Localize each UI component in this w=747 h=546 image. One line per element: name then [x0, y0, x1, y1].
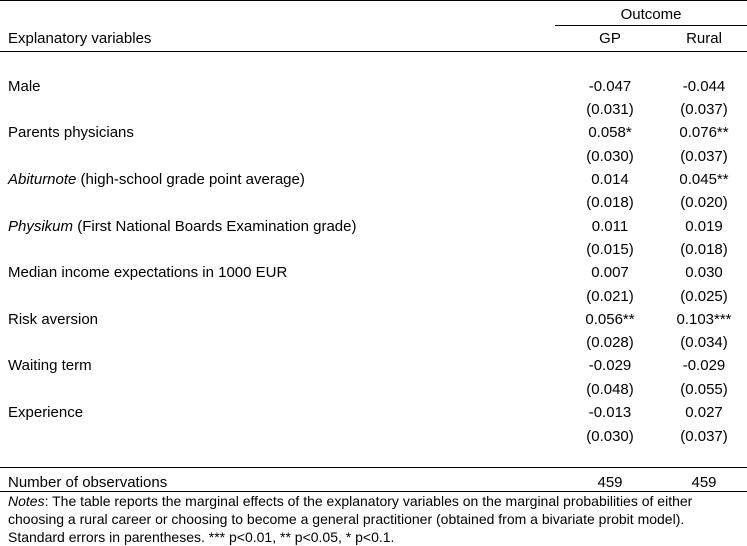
table-notes [8, 492, 743, 546]
se-gp: (0.030) [586, 428, 634, 445]
coef-gp: 0.014 [591, 171, 629, 188]
se-rural: (0.020) [680, 194, 728, 211]
se-gp: (0.030) [586, 148, 634, 165]
se-gp: (0.021) [586, 288, 634, 305]
row-label-parents-physicians: Parents physicians [8, 124, 134, 141]
row-label-male: Male [8, 78, 41, 95]
row-label-median-income: Median income expectations in 1000 EUR [8, 264, 288, 281]
row-label-rest: (First National Boards Examination grade) [73, 218, 357, 235]
se-rural: (0.055) [680, 381, 728, 398]
row-label-risk-aversion: Risk aversion [8, 311, 99, 328]
outcome-rule [555, 25, 747, 26]
observations-gp: 459 [597, 474, 623, 491]
header-rule [0, 51, 747, 52]
coef-rural: 0.045** [679, 171, 729, 188]
coef-rural: 0.103*** [676, 311, 732, 328]
coef-rural: 0.030 [685, 264, 723, 281]
row-label-physikum [8, 218, 357, 236]
coef-gp: 0.056** [585, 311, 635, 328]
se-gp: (0.031) [586, 101, 634, 118]
coef-gp: 0.058* [588, 124, 632, 141]
coef-rural: -0.029 [682, 357, 726, 374]
row-label-waiting-term: Waiting term [8, 357, 92, 374]
top-rule [0, 0, 747, 1]
se-gp: (0.018) [586, 194, 634, 211]
row-label-rest: (high-school grade point average) [76, 171, 305, 188]
coef-gp: -0.013 [588, 404, 632, 421]
row-label-experience: Experience [8, 404, 84, 421]
notes-text: : The table reports the marginal effects of the explanatory variables on the marginal probabilities of either choosing a rural career or choosing to become a general practitioner (obtained from a bivariate probit model). Standard errors in parentheses. *** p<0.01, ** p<0.05, * p<0.1. [8, 493, 693, 545]
outcome-header: Outcome [620, 6, 682, 23]
notes-label: Notes [8, 493, 45, 509]
se-rural: (0.018) [680, 241, 728, 258]
se-gp: (0.015) [586, 241, 634, 258]
coef-gp: 0.011 [591, 218, 629, 235]
observations-label: Number of observations [8, 474, 168, 491]
se-rural: (0.025) [680, 288, 728, 305]
row-label-abiturnote [8, 171, 305, 189]
coef-gp: 0.007 [591, 264, 629, 281]
coef-gp: -0.029 [588, 357, 632, 374]
coef-rural: 0.027 [685, 404, 723, 421]
coef-gp: -0.047 [588, 78, 632, 95]
se-gp: (0.028) [586, 334, 634, 351]
column-header-rural: Rural [686, 30, 722, 47]
row-label-italic: Physikum [8, 218, 74, 235]
column-header-gp: GP [599, 30, 621, 47]
se-rural: (0.037) [680, 101, 728, 118]
se-rural: (0.034) [680, 334, 728, 351]
se-rural: (0.037) [680, 148, 728, 165]
coef-rural: 0.076** [679, 124, 729, 141]
row-label-italic: Abiturnote [8, 171, 77, 188]
se-rural: (0.037) [680, 428, 728, 445]
observations-rural: 459 [691, 474, 717, 491]
observations-rule [0, 467, 747, 468]
explanatory-header: Explanatory variables [8, 30, 152, 47]
coef-rural: 0.019 [685, 218, 723, 235]
coef-rural: -0.044 [682, 78, 726, 95]
se-gp: (0.048) [586, 381, 634, 398]
